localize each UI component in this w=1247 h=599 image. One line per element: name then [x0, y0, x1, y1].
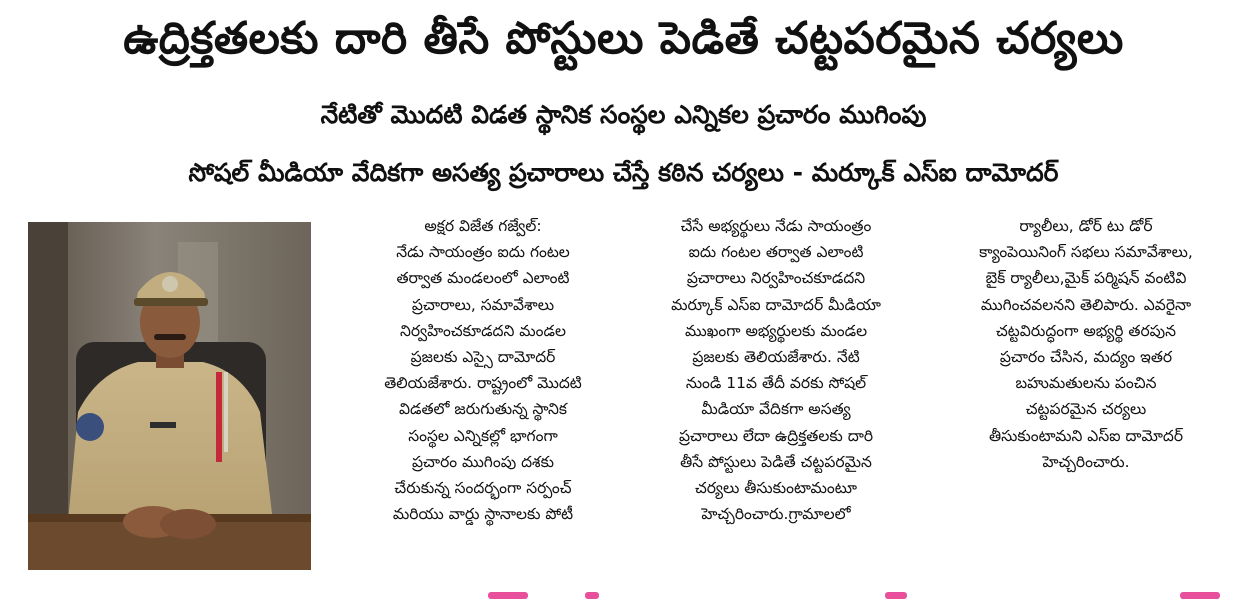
article-column-1: [352, 213, 614, 527]
col2-line: నుండి 11వ తేదీ వరకు సోషల్: [685, 374, 867, 393]
bottom-accent-mark: [1180, 592, 1220, 599]
col2-line: హెచ్చరించారు.గ్రామాలలో: [701, 505, 851, 524]
col2-line: ముఖంగా అభ్యర్థులకు మండల: [684, 321, 868, 340]
col3-line: ప్రచారం చేసిన, మద్యం ఇతర: [999, 348, 1173, 367]
col1-line: సంస్థల ఎన్నికల్లో భాగంగా: [408, 426, 558, 445]
col1-line: ప్రచారాలు, సమావేశాలు: [411, 295, 555, 314]
col1-line: చేరుకున్న సందర్భంగా సర్పంచ్: [394, 479, 572, 498]
col1-line: తర్వాత మండలంలో ఎలాంటి: [396, 269, 570, 288]
col1-line: అక్షర విజేత గజ్వేల్:: [424, 217, 542, 235]
col3-line: బహుమతులను పంచిన: [1015, 374, 1157, 393]
bottom-accent-mark: [585, 592, 599, 599]
col3-line: చట్టవిరుద్ధంగా అభ్యర్థి తరపున: [996, 321, 1176, 340]
col2-line: మర్కూక్ ఎస్ఐ దామోదర్ మీడియా: [671, 295, 881, 314]
col1-line: తెలియజేశారు. రాష్ట్రంలో మొదటి: [384, 374, 582, 393]
headline: ఉద్రిక్తతలకు దారి తీసే పోస్టులు పెడితే చట్టపరమైన చర్యలు: [123, 13, 1124, 64]
col2-line: ఐదు గంటల తర్వాత ఎలాంటి: [688, 243, 864, 262]
col3-line: తీసుకుంటామని ఎస్ఐ దామోదర్: [988, 426, 1184, 445]
col2-line: ప్రచారాలు లేదా ఉద్రిక్తతలకు దారి: [678, 426, 874, 445]
col1-line: విడతలో జరుగుతున్న స్థానిక: [398, 400, 568, 419]
col2-line: చేసే అభ్యర్థులు నేడు సాయంత్రం: [680, 217, 872, 235]
subheadline-election-campaign: నేటితో మొదటి విడత స్థానిక సంస్థల ఎన్నికల ప్రచారం ముగింపు: [320, 100, 927, 129]
bottom-accent-mark: [488, 592, 528, 599]
col1-line: నిర్వహించకూడదని మండల: [399, 321, 567, 340]
col2-line: మీడియా వేదికగా అసత్య: [701, 400, 851, 419]
subheadline-social-media-warning: సోషల్ మీడియా వేదికగా అసత్య ప్రచారాలు చేస్తే కఠిన చర్యలు - మర్కూక్ ఎస్ఐ దామోదర్: [188, 158, 1059, 187]
article-column-2: [645, 213, 907, 527]
col1-line: ప్రచారం ముగింపు దశకు: [411, 452, 555, 471]
col2-line: ప్రచారాలు నిర్వహించకూడదని: [686, 269, 866, 288]
col3-line: ర్యాలీలు, డోర్ టు డోర్: [1019, 217, 1153, 235]
col2-line: ప్రజలకు తెలియజేశారు. నేటి: [692, 348, 860, 367]
officer-photo: [28, 222, 311, 570]
col2-line: చర్యలు తీసుకుంటామంటూ: [694, 479, 858, 498]
col3-line: ముగించవలనని తెలిపారు. ఎవరైనా: [980, 295, 1192, 314]
col1-line: మరియు వార్డు స్థానాలకు పోటీ: [392, 505, 574, 524]
col3-line: హెచ్చరించారు.: [1042, 452, 1130, 471]
bottom-accent-mark: [885, 592, 907, 599]
col1-line: నేడు సాయంత్రం ఐదు గంటల: [396, 243, 570, 262]
col1-line: ప్రజలకు ఎస్సై దామోదర్: [410, 348, 556, 367]
col3-line: బైక్ ర్యాలీలు,మైక్ పర్మిషన్ వంటివి: [985, 269, 1187, 288]
col2-line: తీసే పోస్టులు పెడితే చట్టపరమైన: [680, 452, 872, 471]
col3-line: క్యాంపెయినింగ్ సభలు సమావేశాలు,: [979, 243, 1193, 262]
col3-line: చట్టపరమైన చర్యలు: [1025, 400, 1147, 419]
article-column-3: [955, 213, 1217, 475]
